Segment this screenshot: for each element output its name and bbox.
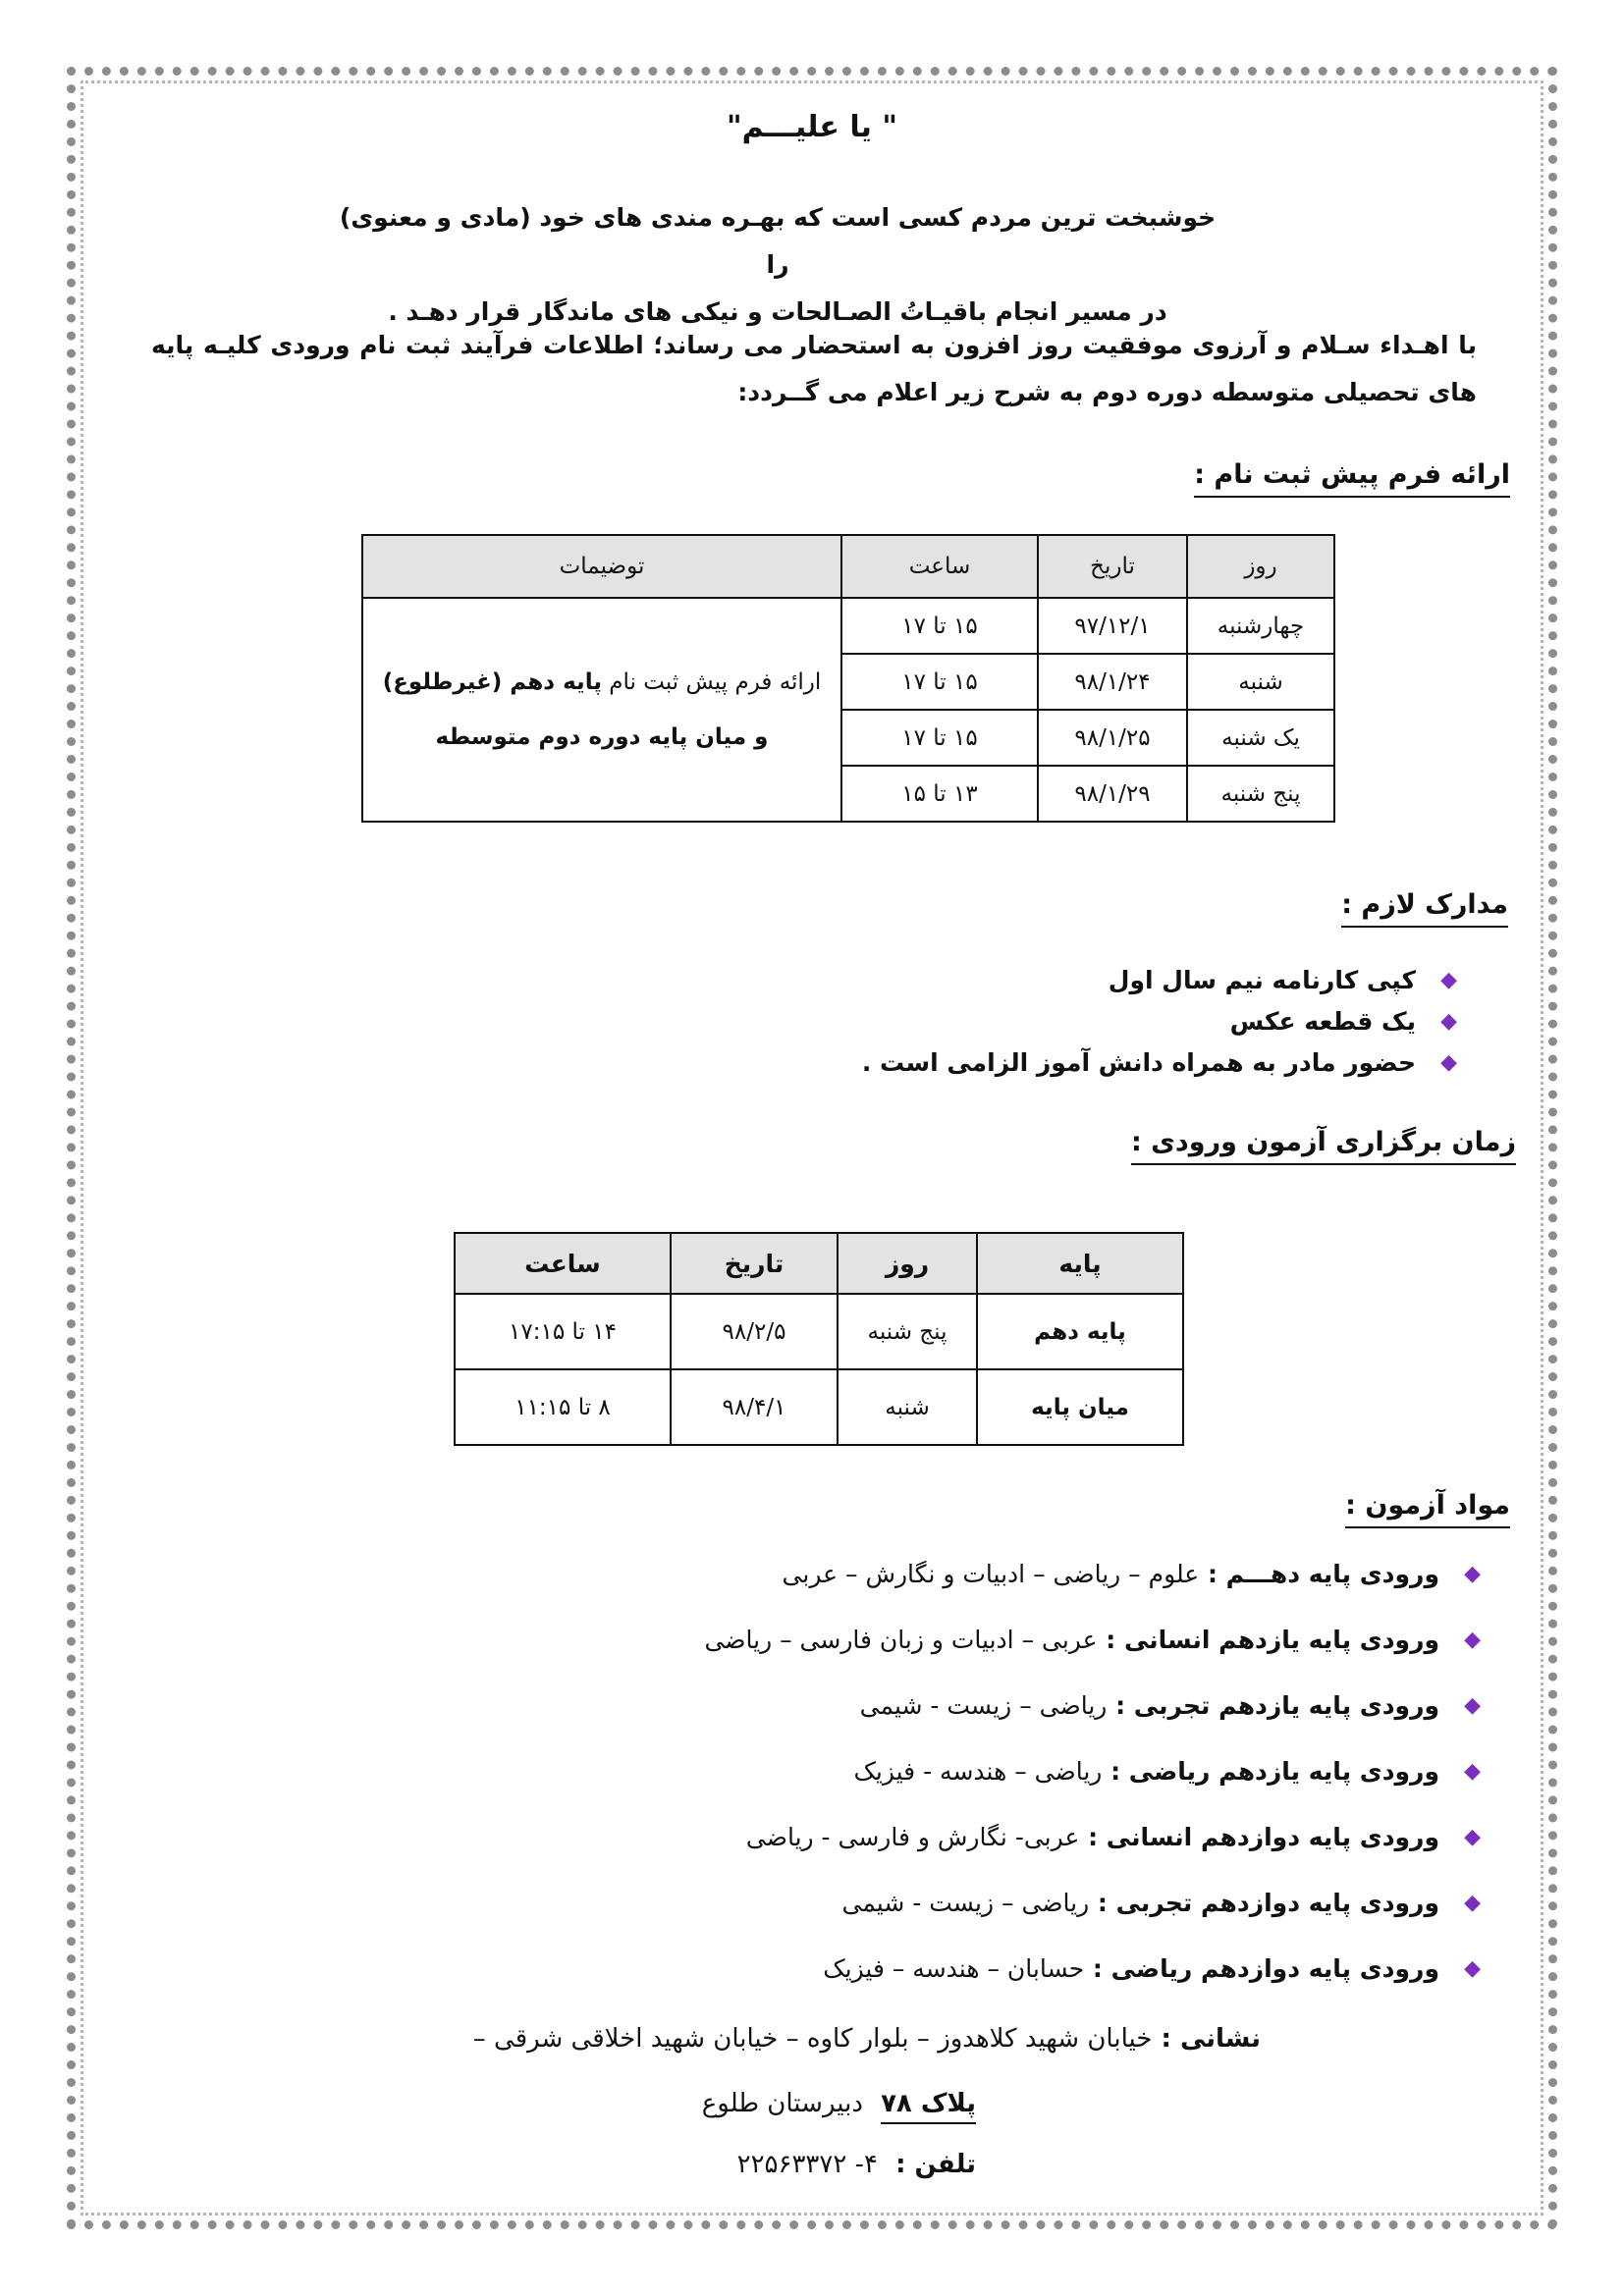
description-bold-1: پایه دهم (غیرطلوع): [382, 669, 602, 695]
plaque: پلاک ۷۸: [881, 2089, 976, 2124]
quote-line-2: در مسیر انجام باقیـاتُ الصـالحات و نیکی های ماندگار قرار دهـد .: [388, 297, 1167, 326]
cell-time: ۱۵ تا ۱۷: [841, 710, 1038, 766]
table-row: [362, 598, 1334, 654]
column-header-description: توضیمات: [362, 535, 841, 598]
cell-time: ۱۳ تا ۱۵: [841, 766, 1038, 822]
list-item: [704, 1738, 1481, 1804]
diamond-bullet-icon: ◆: [1440, 1009, 1457, 1034]
table-header-row: [455, 1233, 1183, 1294]
list-item: ◆ حضور مادر به همراه دانش آموز الزامی است .: [862, 1042, 1457, 1084]
cell-date: ۹۸/۱/۲۵: [1038, 710, 1187, 766]
diamond-bullet-icon: ◆: [1464, 1891, 1481, 1915]
documents-heading: مدارک لازم :: [1341, 889, 1508, 928]
column-header-day: روز: [838, 1233, 977, 1294]
cell-grade: میان پایه: [977, 1369, 1183, 1445]
diamond-bullet-icon: ◆: [1464, 1693, 1481, 1718]
phone-number: ۴- ۲۲۵۶۳۳۷۲: [736, 2150, 878, 2179]
cell-date: ۹۸/۱/۲۹: [1038, 766, 1187, 822]
subject-value: علوم – ریاضی – ادبیات و نگارش – عربی: [782, 1560, 1200, 1588]
cell-time: ۱۵ تا ۱۷: [841, 654, 1038, 710]
cell-date: ۹۸/۲/۵: [671, 1294, 838, 1369]
diamond-bullet-icon: ◆: [1464, 1956, 1481, 1981]
list-item: ◆ کپی کارنامه نیم سال اول: [862, 960, 1457, 1001]
cell-date: ۹۸/۱/۲۴: [1038, 654, 1187, 710]
school-name: دبیرستان طلوع: [701, 2089, 863, 2118]
diamond-bullet-icon: ◆: [1464, 1825, 1481, 1849]
exam-time-heading: زمان برگزاری آزمون ورودی :: [1131, 1127, 1516, 1165]
preregistration-heading: ارائه فرم پیش ثبت نام :: [1194, 459, 1510, 498]
plaque-line: [702, 2089, 976, 2118]
list-item: [704, 1607, 1481, 1673]
documents-list: [862, 960, 1457, 1084]
subject-label: ورودی پایه دوازدهم انسانی :: [1088, 1823, 1439, 1851]
table-row: [455, 1369, 1183, 1445]
diamond-bullet-icon: ◆: [1440, 968, 1457, 992]
cell-day: چهارشنبه: [1187, 598, 1334, 654]
cell-time: ۱۵ تا ۱۷: [841, 598, 1038, 654]
address-text: خیابان شهید کلاهدوز – بلوار کاوه – خیابان شهید اخلاقی شرقی –: [472, 2024, 1153, 2054]
list-item: [704, 1673, 1481, 1738]
diamond-bullet-icon: ◆: [1440, 1050, 1457, 1075]
description-bold-2: و میان پایه دوره دوم متوسطه: [435, 724, 769, 750]
list-item: [704, 1936, 1481, 2002]
diamond-bullet-icon: ◆: [1464, 1628, 1481, 1652]
address-line: [473, 2024, 1261, 2054]
cell-time: ۸ تا ۱۱:۱۵: [455, 1369, 671, 1445]
subjects-heading: مواد آزمون :: [1345, 1490, 1510, 1528]
subject-label: ورودی پایه یازدهم تجربی :: [1115, 1691, 1439, 1720]
diamond-bullet-icon: ◆: [1464, 1759, 1481, 1784]
list-item: ◆ یک قطعه عکس: [862, 1001, 1457, 1042]
subject-label: ورودی پایه دوازدهم ریاضی :: [1092, 1954, 1439, 1983]
list-item: [704, 1541, 1481, 1607]
cell-day: یک شنبه: [1187, 710, 1334, 766]
diamond-bullet-icon: ◆: [1464, 1562, 1481, 1586]
subject-label: ورودی پایه یازدهم ریاضی :: [1110, 1757, 1439, 1786]
cell-day: شنبه: [838, 1369, 977, 1445]
subjects-list: [704, 1541, 1481, 2002]
quote: [336, 194, 1219, 336]
exam-time-table: [454, 1232, 1184, 1446]
table-header-row: [362, 535, 1334, 598]
phone-line: [737, 2150, 976, 2179]
column-header-grade: پایه: [977, 1233, 1183, 1294]
subject-value: عربی- نگارش و فارسی - ریاضی: [745, 1823, 1080, 1851]
list-item: [704, 1870, 1481, 1936]
table-row: [455, 1294, 1183, 1369]
column-header-time: ساعت: [455, 1233, 671, 1294]
subject-value: ریاضی – هندسه - فیزیک: [853, 1757, 1103, 1786]
subject-value: ریاضی – زیست - شیمی: [859, 1691, 1108, 1720]
intro-paragraph: با اهـداء سـلام و آرزوی موفقیت روز افزون به استحضار می رساند؛ اطلاعات فرآیند ثبت نام ورودی کلیـه پایه های تحصیلی متوسطه دوره دوم به شرح زیر اعلام می گــردد:: [151, 331, 1477, 406]
cell-day: پنج شنبه: [838, 1294, 977, 1369]
subject-label: ورودی پایه یازدهم انسانی :: [1106, 1626, 1439, 1654]
cell-grade: پایه دهم: [977, 1294, 1183, 1369]
cell-time: ۱۴ تا ۱۷:۱۵: [455, 1294, 671, 1369]
quote-line-1: خوشبخت ترین مردم کسی است که بهـره مندی های خود (مادی و معنوی) را: [339, 203, 1217, 279]
column-header-time: ساعت: [841, 535, 1038, 598]
subject-value: عربی – ادبیات و زبان فارسی – ریاضی: [704, 1626, 1098, 1654]
subject-label: ورودی پایه دهـــم :: [1207, 1560, 1439, 1588]
cell-description: [362, 598, 841, 822]
column-header-date: تاریخ: [1038, 535, 1187, 598]
column-header-day: روز: [1187, 535, 1334, 598]
phone-label: تلفن :: [895, 2150, 976, 2179]
description-prefix: ارائه فرم پیش ثبت نام: [601, 669, 822, 695]
subject-label: ورودی پایه دوازدهم تجربی :: [1097, 1889, 1439, 1917]
page-title: " یا علیـــم": [727, 110, 897, 144]
list-item: [704, 1804, 1481, 1870]
address-label: نشانی :: [1161, 2024, 1261, 2054]
subject-value: ریاضی – زیست - شیمی: [841, 1889, 1090, 1917]
subject-value: حسابان – هندسه – فیزیک: [823, 1954, 1085, 1983]
cell-date: ۹۷/۱۲/۱: [1038, 598, 1187, 654]
preregistration-table: [361, 534, 1335, 823]
cell-date: ۹۸/۴/۱: [671, 1369, 838, 1445]
cell-day: شنبه: [1187, 654, 1334, 710]
column-header-date: تاریخ: [671, 1233, 838, 1294]
cell-day: پنج شنبه: [1187, 766, 1334, 822]
